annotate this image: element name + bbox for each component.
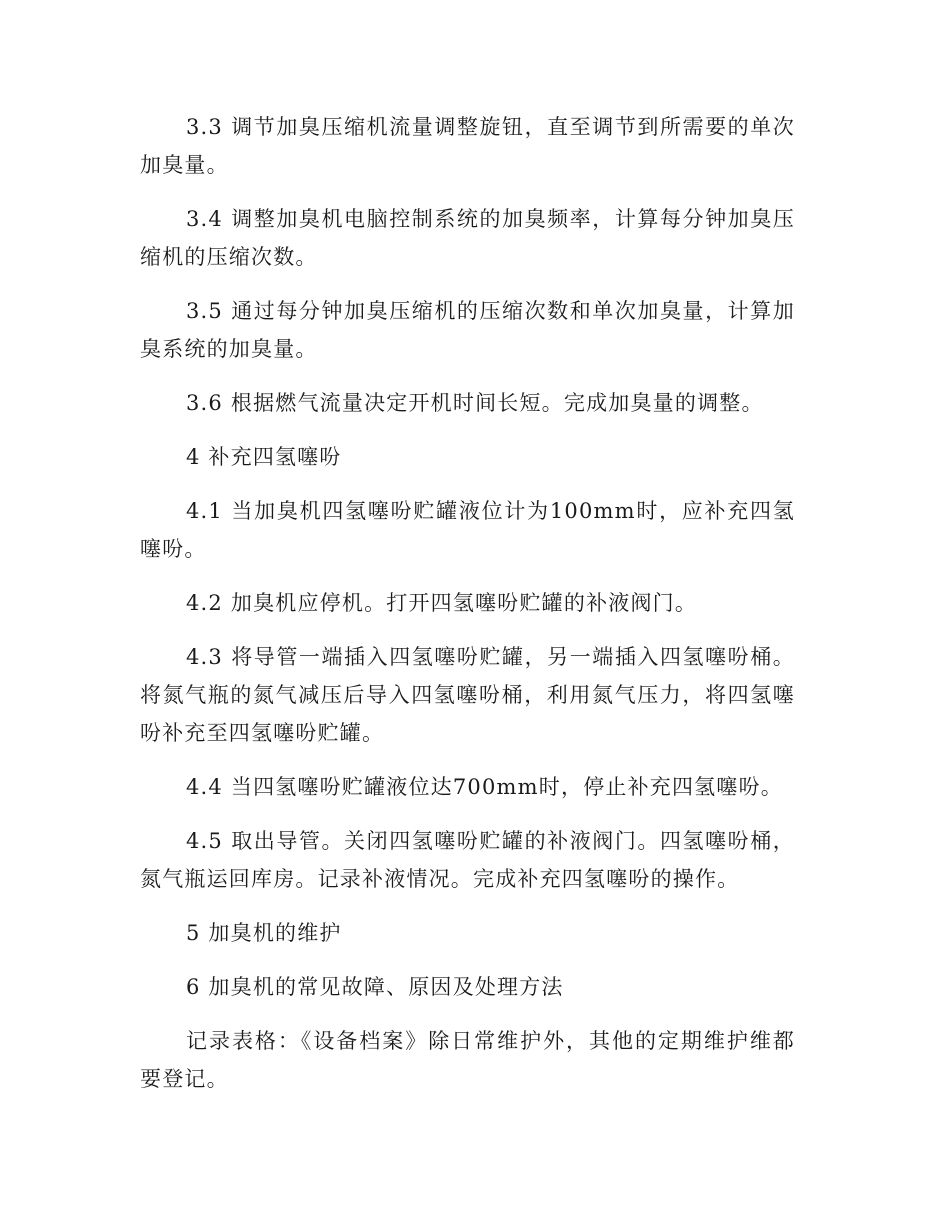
paragraph-4-5: 4.5 取出导管。关闭四氢噻吩贮罐的补液阀门。四氢噻吩桶，氮气瓶运回库房。记录补液情况。完成补充四氢噻吩的操作。 [140, 829, 795, 891]
paragraph-4-2: 4.2 加臭机应停机。打开四氢噻吩贮罐的补液阀门。 [186, 591, 698, 615]
paragraph-3-6: 3.6 根据燃气流量决定开机时间长短。完成加臭量的调整。 [186, 391, 764, 415]
paragraph-4-1: 4.1 当加臭机四氢噻吩贮罐液位计为100mm时，应补充四氢噻吩。 [140, 499, 795, 561]
paragraph-3-3: 3.3 调节加臭压缩机流量调整旋钮，直至调节到所需要的单次加臭量。 [140, 115, 795, 177]
section-heading-4: 4 补充四氢噻吩 [186, 445, 342, 469]
paragraph-4-4: 4.4 当四氢噻吩贮罐液位达700mm时，停止补充四氢噻吩。 [186, 775, 783, 799]
paragraph-4-3: 4.3 将导管一端插入四氢噻吩贮罐，另一端插入四氢噻吩桶。将氮气瓶的氮气减压后导入四氢噻吩桶，利用氮气压力，将四氢噻吩补充至四氢噻吩贮罐。 [140, 645, 795, 745]
paragraph-3-4: 3.4 调整加臭机电脑控制系统的加臭频率，计算每分钟加臭压缩机的压缩次数。 [140, 207, 795, 269]
record-form-note: 记录表格：《设备档案》除日常维护外，其他的定期维护维都要登记。 [140, 1029, 795, 1091]
document-body [140, 108, 795, 1114]
section-heading-6: 6 加臭机的常见故障、原因及处理方法 [186, 975, 564, 999]
paragraph-3-5: 3.5 通过每分钟加臭压缩机的压缩次数和单次加臭量，计算加臭系统的加臭量。 [140, 299, 795, 361]
section-heading-5: 5 加臭机的维护 [186, 921, 342, 945]
